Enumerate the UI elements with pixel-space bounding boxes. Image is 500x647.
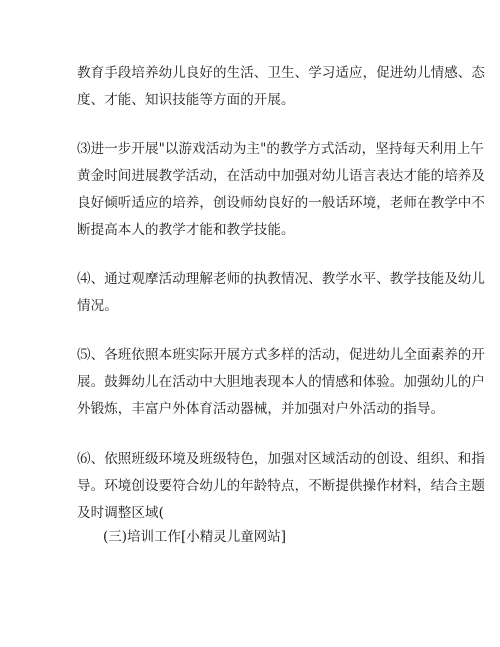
text-line: 黄金时间进展教学活动，在活动中加强对幼儿语言表达才能的培养及 [77, 168, 485, 184]
paragraph-item-6 [77, 446, 485, 527]
text-line: 教育手段培养幼儿良好的生活、卫生、学习适应，促进幼儿情感、态 [77, 65, 485, 81]
paragraph-item-3 [77, 136, 485, 244]
text-line: 度、才能、知识技能等方面的开展。 [77, 92, 295, 108]
text-line: ⑷、通过观摩活动理解老师的执教情况、教学水平、教学技能及幼儿 [77, 271, 485, 287]
text-line: 良好倾听适应的培养，创设师幼良好的一般话环境，老师在教学中不 [77, 195, 485, 211]
paragraph-item-4 [77, 266, 485, 320]
text-line: 断提高本人的教学才能和教学技能。 [77, 222, 295, 238]
section-heading: (三)培训工作[小精灵儿童网站] [103, 529, 287, 545]
paragraph-goals [77, 60, 485, 114]
text-line: 导。环境创设要符合幼儿的年龄特点，不断提供操作材料，结合主题 [77, 478, 485, 494]
text-line: 外锻炼，丰富户外体育活动器械，并加强对户外活动的指导。 [77, 401, 445, 417]
text-line: 及时调整区域( [77, 505, 164, 521]
paragraph-item-5 [77, 342, 485, 423]
text-line: 情况。 [77, 298, 118, 314]
text-line: ⑹、依照班级环境及班级特色，加强对区域活动的创设、组织、和指 [77, 451, 485, 467]
text-line: ⑶进一步开展"以游戏活动为主"的教学方式活动，坚持每天利用上午 [77, 141, 485, 157]
text-line: 展。鼓舞幼儿在活动中大胆地表现本人的情感和体验。加强幼儿的户 [77, 374, 485, 390]
text-line: ⑸、各班依照本班实际开展方式多样的活动，促进幼儿全面素养的开 [77, 347, 485, 363]
